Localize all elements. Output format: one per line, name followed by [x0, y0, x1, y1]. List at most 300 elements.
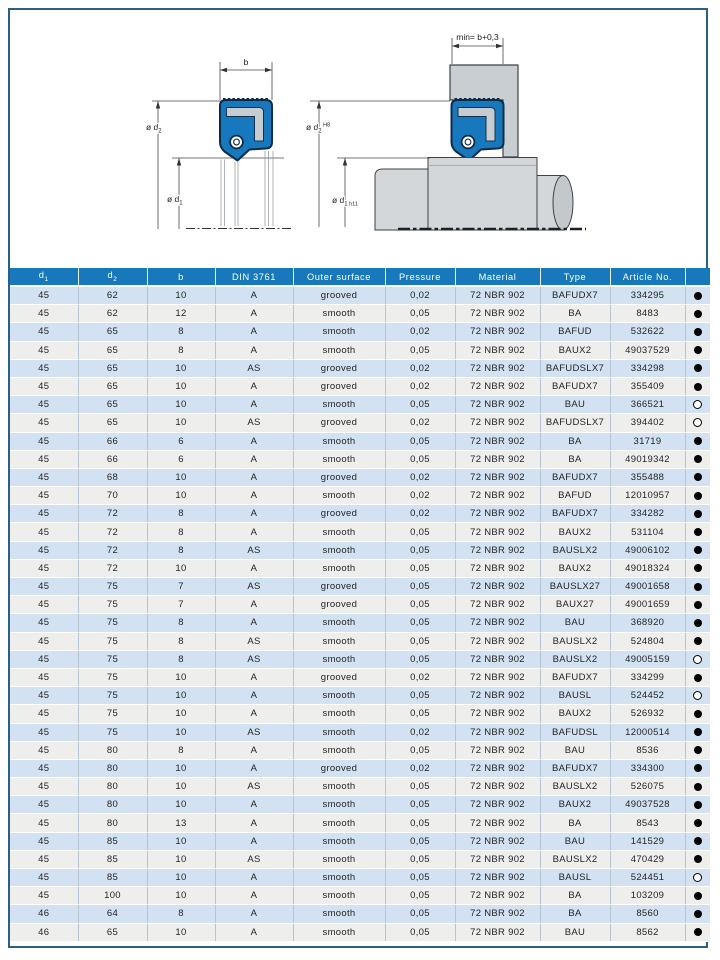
cell-b: 10 — [147, 396, 215, 414]
cell-din-3761: A — [215, 596, 293, 614]
cell-material: 72 NBR 902 — [455, 450, 540, 468]
cell-d2: 80 — [78, 759, 147, 777]
cell-type: BAUX2 — [540, 796, 610, 814]
table-row — [10, 596, 710, 614]
cell-availability — [685, 614, 710, 632]
cell-d2: 80 — [78, 741, 147, 759]
cell-outer-surface: grooved — [293, 286, 385, 305]
availability-filled-icon — [694, 783, 702, 791]
cell-type: BAU — [540, 741, 610, 759]
table-row — [10, 614, 710, 632]
cell-d2: 80 — [78, 814, 147, 832]
table-header-row — [10, 268, 710, 286]
cell-type: BA — [540, 814, 610, 832]
cell-b: 10 — [147, 359, 215, 377]
cell-b: 8 — [147, 323, 215, 341]
cell-din-3761: A — [215, 905, 293, 923]
cell-b: 7 — [147, 596, 215, 614]
cell-pressure: 0,05 — [385, 396, 455, 414]
cell-availability — [685, 450, 710, 468]
cell-availability — [685, 432, 710, 450]
cell-d2: 65 — [78, 923, 147, 941]
shaft-left-step — [375, 169, 428, 230]
cell-d1: 45 — [10, 850, 78, 868]
shaft-surface-lines — [221, 151, 273, 226]
cell-article-no: 8483 — [610, 305, 685, 323]
cell-din-3761: A — [215, 759, 293, 777]
cell-article-no: 524804 — [610, 632, 685, 650]
cell-outer-surface: smooth — [293, 559, 385, 577]
cell-availability — [685, 723, 710, 741]
cell-din-3761: AS — [215, 414, 293, 432]
cell-availability — [685, 596, 710, 614]
availability-filled-icon — [694, 564, 702, 572]
cell-article-no: 355488 — [610, 468, 685, 486]
arrow-right-icon — [265, 68, 272, 72]
cell-b: 10 — [147, 723, 215, 741]
cell-din-3761: AS — [215, 778, 293, 796]
cell-article-no: 8560 — [610, 905, 685, 923]
cell-material: 72 NBR 902 — [455, 632, 540, 650]
dim-label-d1: ø $d_1$ — [167, 194, 183, 207]
cell-type: BA — [540, 887, 610, 905]
availability-filled-icon — [694, 910, 702, 918]
cell-b: 8 — [147, 650, 215, 668]
cell-availability — [685, 778, 710, 796]
table-row — [10, 923, 710, 941]
cell-outer-surface: smooth — [293, 614, 385, 632]
cell-type: BAUSLX2 — [540, 850, 610, 868]
cell-outer-surface: smooth — [293, 705, 385, 723]
cell-article-no: 524451 — [610, 869, 685, 887]
cell-d2: 66 — [78, 432, 147, 450]
cell-d1: 45 — [10, 632, 78, 650]
cell-outer-surface: smooth — [293, 723, 385, 741]
cell-outer-surface: smooth — [293, 687, 385, 705]
cell-din-3761: A — [215, 705, 293, 723]
cell-outer-surface: grooved — [293, 468, 385, 486]
cell-material: 72 NBR 902 — [455, 796, 540, 814]
cell-d2: 75 — [78, 705, 147, 723]
availability-filled-icon — [694, 674, 702, 682]
cell-d1: 45 — [10, 668, 78, 686]
cell-d2: 85 — [78, 832, 147, 850]
cell-material: 72 NBR 902 — [455, 396, 540, 414]
cell-d1: 45 — [10, 541, 78, 559]
cell-outer-surface: smooth — [293, 887, 385, 905]
availability-filled-icon — [694, 801, 702, 809]
cell-d1: 45 — [10, 359, 78, 377]
cell-article-no: 8543 — [610, 814, 685, 832]
cell-outer-surface: smooth — [293, 523, 385, 541]
cell-d2: 66 — [78, 450, 147, 468]
table-row — [10, 396, 710, 414]
cell-pressure: 0,05 — [385, 523, 455, 541]
cell-din-3761: AS — [215, 578, 293, 596]
cell-availability — [685, 341, 710, 359]
cell-pressure: 0,05 — [385, 450, 455, 468]
cell-availability — [685, 377, 710, 395]
cell-d1: 45 — [10, 687, 78, 705]
cell-d1: 45 — [10, 741, 78, 759]
cell-type: BAUX27 — [540, 596, 610, 614]
cell-b: 8 — [147, 741, 215, 759]
cell-outer-surface: smooth — [293, 487, 385, 505]
cell-d1: 45 — [10, 450, 78, 468]
cell-b: 10 — [147, 923, 215, 941]
cell-din-3761: A — [215, 396, 293, 414]
cell-article-no: 8562 — [610, 923, 685, 941]
table-row — [10, 741, 710, 759]
cell-pressure: 0,02 — [385, 323, 455, 341]
cell-availability — [685, 487, 710, 505]
cell-din-3761: A — [215, 523, 293, 541]
cell-b: 10 — [147, 687, 215, 705]
cell-article-no: 531104 — [610, 523, 685, 541]
cell-material: 72 NBR 902 — [455, 487, 540, 505]
cell-d1: 45 — [10, 814, 78, 832]
cell-d2: 62 — [78, 305, 147, 323]
cell-pressure: 0,05 — [385, 650, 455, 668]
cell-d2: 75 — [78, 650, 147, 668]
cell-din-3761: A — [215, 668, 293, 686]
availability-filled-icon — [694, 837, 702, 845]
cell-d1: 45 — [10, 559, 78, 577]
cell-b: 12 — [147, 305, 215, 323]
table-row — [10, 450, 710, 468]
radial-seal-profile — [220, 99, 272, 160]
cell-d2: 75 — [78, 578, 147, 596]
availability-filled-icon — [694, 746, 702, 754]
cell-outer-surface: smooth — [293, 850, 385, 868]
table-body — [10, 286, 710, 941]
cell-type: BAFUDX7 — [540, 468, 610, 486]
cell-type: BAFUD — [540, 487, 610, 505]
cell-article-no: 49001659 — [610, 596, 685, 614]
cell-article-no: 526932 — [610, 705, 685, 723]
table-row — [10, 723, 710, 741]
cell-material: 72 NBR 902 — [455, 323, 540, 341]
cell-d2: 64 — [78, 905, 147, 923]
availability-open-icon — [693, 873, 702, 882]
cell-outer-surface: smooth — [293, 450, 385, 468]
cell-din-3761: AS — [215, 359, 293, 377]
cell-outer-surface: smooth — [293, 778, 385, 796]
cell-outer-surface: grooved — [293, 759, 385, 777]
cell-material: 72 NBR 902 — [455, 414, 540, 432]
cell-din-3761: A — [215, 468, 293, 486]
table-row — [10, 705, 710, 723]
cell-type: BAFUDSLX7 — [540, 414, 610, 432]
cell-article-no: 49037528 — [610, 796, 685, 814]
cell-availability — [685, 705, 710, 723]
cell-type: BA — [540, 450, 610, 468]
cell-availability — [685, 668, 710, 686]
cell-type: BAUSLX2 — [540, 632, 610, 650]
cell-type: BAFUDX7 — [540, 505, 610, 523]
cell-pressure: 0,05 — [385, 632, 455, 650]
cell-d2: 85 — [78, 869, 147, 887]
table-row — [10, 432, 710, 450]
table-row — [10, 778, 710, 796]
cell-b: 7 — [147, 578, 215, 596]
cell-outer-surface: grooved — [293, 578, 385, 596]
cell-b: 6 — [147, 450, 215, 468]
col-header-availability — [685, 268, 710, 286]
cell-outer-surface: smooth — [293, 814, 385, 832]
availability-filled-icon — [694, 637, 702, 645]
cell-outer-surface: smooth — [293, 923, 385, 941]
cell-din-3761: A — [215, 887, 293, 905]
table-row — [10, 632, 710, 650]
table-row — [10, 796, 710, 814]
cell-material: 72 NBR 902 — [455, 887, 540, 905]
cell-pressure: 0,02 — [385, 414, 455, 432]
cell-d1: 45 — [10, 414, 78, 432]
cell-type: BAUX2 — [540, 523, 610, 541]
cell-availability — [685, 632, 710, 650]
cell-b: 10 — [147, 286, 215, 305]
cell-article-no: 366521 — [610, 396, 685, 414]
cell-d2: 80 — [78, 778, 147, 796]
dim-label-d2-h8: ø $d_2^{H8}$ — [306, 122, 331, 135]
cell-pressure: 0,05 — [385, 432, 455, 450]
cell-type: BAUSLX2 — [540, 778, 610, 796]
cell-d1: 45 — [10, 286, 78, 305]
cell-d2: 100 — [78, 887, 147, 905]
cell-d2: 65 — [78, 377, 147, 395]
arrow-left-icon — [452, 44, 459, 48]
cell-din-3761: A — [215, 614, 293, 632]
cell-d1: 45 — [10, 523, 78, 541]
cell-material: 72 NBR 902 — [455, 741, 540, 759]
cell-availability — [685, 286, 710, 305]
availability-filled-icon — [694, 819, 702, 827]
table-row — [10, 505, 710, 523]
cell-article-no: 141529 — [610, 832, 685, 850]
cell-b: 10 — [147, 850, 215, 868]
availability-filled-icon — [694, 855, 702, 863]
cell-material: 72 NBR 902 — [455, 468, 540, 486]
cell-b: 8 — [147, 341, 215, 359]
table-row — [10, 468, 710, 486]
availability-filled-icon — [694, 383, 702, 391]
cell-pressure: 0,05 — [385, 869, 455, 887]
cell-d1: 45 — [10, 723, 78, 741]
cell-outer-surface: smooth — [293, 323, 385, 341]
availability-filled-icon — [694, 473, 702, 481]
cell-d2: 65 — [78, 341, 147, 359]
cell-d1: 45 — [10, 832, 78, 850]
cell-d2: 72 — [78, 559, 147, 577]
cell-pressure: 0,02 — [385, 468, 455, 486]
cell-d1: 45 — [10, 796, 78, 814]
cell-din-3761: A — [215, 869, 293, 887]
availability-filled-icon — [694, 528, 702, 536]
cell-type: BAFUDX7 — [540, 668, 610, 686]
cell-availability — [685, 559, 710, 577]
cell-outer-surface: grooved — [293, 377, 385, 395]
arrow-up-icon — [343, 158, 347, 166]
cell-outer-surface: grooved — [293, 668, 385, 686]
availability-filled-icon — [694, 346, 702, 354]
cell-outer-surface: smooth — [293, 869, 385, 887]
cell-d2: 85 — [78, 850, 147, 868]
cell-b: 10 — [147, 468, 215, 486]
cell-outer-surface: grooved — [293, 414, 385, 432]
dim-label-b: b — [243, 57, 249, 67]
cell-availability — [685, 323, 710, 341]
cell-type: BAUX2 — [540, 559, 610, 577]
cell-pressure: 0,02 — [385, 668, 455, 686]
cell-material: 72 NBR 902 — [455, 359, 540, 377]
cell-material: 72 NBR 902 — [455, 705, 540, 723]
cell-b: 8 — [147, 632, 215, 650]
cell-article-no: 524452 — [610, 687, 685, 705]
cell-outer-surface: smooth — [293, 632, 385, 650]
cell-outer-surface: smooth — [293, 396, 385, 414]
table-row — [10, 814, 710, 832]
cell-b: 6 — [147, 432, 215, 450]
cell-d1: 45 — [10, 396, 78, 414]
cell-article-no: 12010957 — [610, 487, 685, 505]
table-row — [10, 850, 710, 868]
col-header-material: Material — [455, 268, 540, 286]
table-row — [10, 650, 710, 668]
table-row — [10, 414, 710, 432]
table-row — [10, 305, 710, 323]
garter-spring-core — [234, 139, 240, 145]
cell-d2: 75 — [78, 687, 147, 705]
cell-d1: 45 — [10, 432, 78, 450]
cell-outer-surface: smooth — [293, 832, 385, 850]
cell-d1: 45 — [10, 305, 78, 323]
cell-type: BAFUD — [540, 323, 610, 341]
cell-d1: 45 — [10, 578, 78, 596]
seal-cross-section-figure — [146, 57, 293, 229]
cell-pressure: 0,02 — [385, 487, 455, 505]
cell-din-3761: A — [215, 687, 293, 705]
cell-b: 10 — [147, 377, 215, 395]
cell-outer-surface: smooth — [293, 541, 385, 559]
cell-article-no: 334299 — [610, 668, 685, 686]
cell-d1: 45 — [10, 468, 78, 486]
cell-material: 72 NBR 902 — [455, 614, 540, 632]
cell-type: BAUX2 — [540, 705, 610, 723]
cell-d1: 45 — [10, 650, 78, 668]
cell-b: 10 — [147, 796, 215, 814]
availability-filled-icon — [694, 619, 702, 627]
cell-din-3761: AS — [215, 850, 293, 868]
cell-din-3761: A — [215, 505, 293, 523]
cell-din-3761: A — [215, 377, 293, 395]
cell-article-no: 49005159 — [610, 650, 685, 668]
col-header-article-no: Article No. — [610, 268, 685, 286]
table-row — [10, 578, 710, 596]
cell-din-3761: A — [215, 814, 293, 832]
cell-pressure: 0,05 — [385, 614, 455, 632]
seal-drawing-svg — [10, 28, 710, 263]
table-row — [10, 359, 710, 377]
cell-din-3761: A — [215, 832, 293, 850]
cell-outer-surface: grooved — [293, 596, 385, 614]
cell-type: BAUSLX27 — [540, 578, 610, 596]
availability-filled-icon — [694, 364, 702, 372]
cell-d2: 80 — [78, 796, 147, 814]
cell-b: 10 — [147, 832, 215, 850]
cell-d2: 70 — [78, 487, 147, 505]
availability-filled-icon — [694, 437, 702, 445]
dim-label-depth: min= b+0,3 — [456, 32, 499, 42]
cell-d1: 46 — [10, 923, 78, 941]
cell-pressure: 0,05 — [385, 923, 455, 941]
availability-filled-icon — [694, 292, 702, 300]
cell-d1: 46 — [10, 905, 78, 923]
cell-d2: 72 — [78, 505, 147, 523]
cell-pressure: 0,02 — [385, 723, 455, 741]
cell-pressure: 0,02 — [385, 505, 455, 523]
cell-availability — [685, 468, 710, 486]
cell-material: 72 NBR 902 — [455, 286, 540, 305]
cell-article-no: 532622 — [610, 323, 685, 341]
cell-material: 72 NBR 902 — [455, 523, 540, 541]
cell-pressure: 0,05 — [385, 832, 455, 850]
cell-din-3761: AS — [215, 650, 293, 668]
table-row — [10, 687, 710, 705]
cell-pressure: 0,05 — [385, 705, 455, 723]
cell-b: 10 — [147, 414, 215, 432]
cell-din-3761: AS — [215, 541, 293, 559]
cell-availability — [685, 905, 710, 923]
table-row — [10, 559, 710, 577]
cell-type: BAU — [540, 923, 610, 941]
cell-article-no: 12000514 — [610, 723, 685, 741]
cell-material: 72 NBR 902 — [455, 596, 540, 614]
cell-material: 72 NBR 902 — [455, 541, 540, 559]
cell-outer-surface: smooth — [293, 432, 385, 450]
cell-article-no: 394402 — [610, 414, 685, 432]
cell-type: BAFUDX7 — [540, 759, 610, 777]
cell-d1: 45 — [10, 778, 78, 796]
cell-pressure: 0,05 — [385, 887, 455, 905]
cell-type: BAFUDSL — [540, 723, 610, 741]
cell-d2: 72 — [78, 523, 147, 541]
cell-pressure: 0,05 — [385, 559, 455, 577]
cell-d2: 75 — [78, 723, 147, 741]
cell-material: 72 NBR 902 — [455, 814, 540, 832]
cell-type: BAFUDX7 — [540, 377, 610, 395]
table-row — [10, 341, 710, 359]
cell-din-3761: AS — [215, 632, 293, 650]
cell-d2: 65 — [78, 359, 147, 377]
cell-pressure: 0,05 — [385, 305, 455, 323]
cell-type: BA — [540, 905, 610, 923]
dim-label-d1-h11: ø $d_1$ h11 — [332, 195, 358, 208]
cell-article-no: 49001658 — [610, 578, 685, 596]
cell-din-3761: AS — [215, 723, 293, 741]
cell-pressure: 0,05 — [385, 814, 455, 832]
cell-type: BAFUDX7 — [540, 286, 610, 305]
cell-availability — [685, 359, 710, 377]
cell-din-3761: A — [215, 741, 293, 759]
cell-b: 10 — [147, 759, 215, 777]
cell-material: 72 NBR 902 — [455, 668, 540, 686]
availability-filled-icon — [694, 583, 702, 591]
cell-d2: 72 — [78, 541, 147, 559]
table-row — [10, 323, 710, 341]
cell-pressure: 0,02 — [385, 359, 455, 377]
cell-availability — [685, 578, 710, 596]
